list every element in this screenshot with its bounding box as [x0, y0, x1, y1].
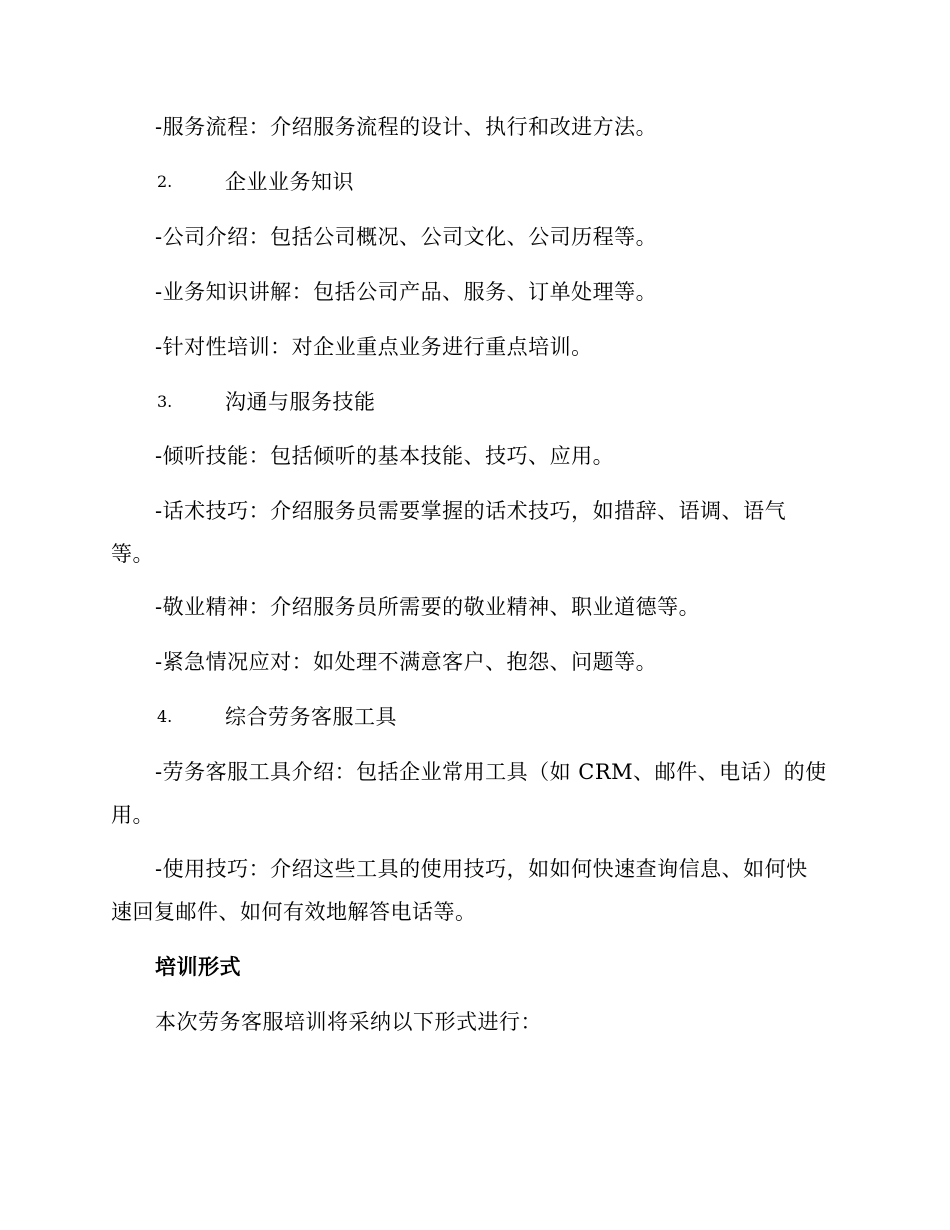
section-number: 2. — [157, 172, 173, 191]
paragraph-professional-spirit: -敬业精神：介绍服务员所需要的敬业精神、职业道德等。 — [155, 595, 701, 619]
paragraph-usage-tips: -使用技巧：介绍这些工具的使用技巧，如如何快速查询信息、如何快 — [155, 857, 808, 881]
section-heading-training-format: 培训形式 — [155, 954, 241, 979]
paragraph-speech-skills: -话术技巧：介绍服务员需要掌握的话术技巧，如措辞、语调、语气 — [155, 499, 787, 523]
paragraph-business-knowledge: -业务知识讲解：包括公司产品、服务、订单处理等。 — [155, 280, 658, 304]
section-heading-business-knowledge: 企业业务知识 — [225, 170, 354, 194]
paragraph-speech-skills-continued: 等。 — [111, 542, 154, 566]
paragraph-listening-skills: -倾听技能：包括倾听的基本技能、技巧、应用。 — [155, 444, 615, 468]
section-heading-service-tools: 综合劳务客服工具 — [225, 705, 397, 729]
section-number: 3. — [157, 392, 173, 411]
section-number: 4. — [157, 707, 173, 726]
paragraph-service-process: -服务流程：介绍服务流程的设计、执行和改进方法。 — [155, 115, 658, 139]
section-heading-communication-skills: 沟通与服务技能 — [225, 390, 376, 414]
paragraph-usage-tips-continued: 速回复邮件、如何有效地解答电话等。 — [111, 900, 477, 924]
paragraph-tools-intro: -劳务客服工具介绍：包括企业常用工具（如 CRM、邮件、电话）的使 — [155, 760, 827, 784]
paragraph-targeted-training: -针对性培训：对企业重点业务进行重点培训。 — [155, 335, 593, 359]
paragraph-emergency-response: -紧急情况应对：如处理不满意客户、抱怨、问题等。 — [155, 650, 658, 674]
paragraph-training-format-intro: 本次劳务客服培训将采纳以下形式进行： — [155, 1010, 542, 1034]
paragraph-tools-intro-continued: 用。 — [111, 803, 154, 827]
paragraph-company-intro: -公司介绍：包括公司概况、公司文化、公司历程等。 — [155, 225, 658, 249]
